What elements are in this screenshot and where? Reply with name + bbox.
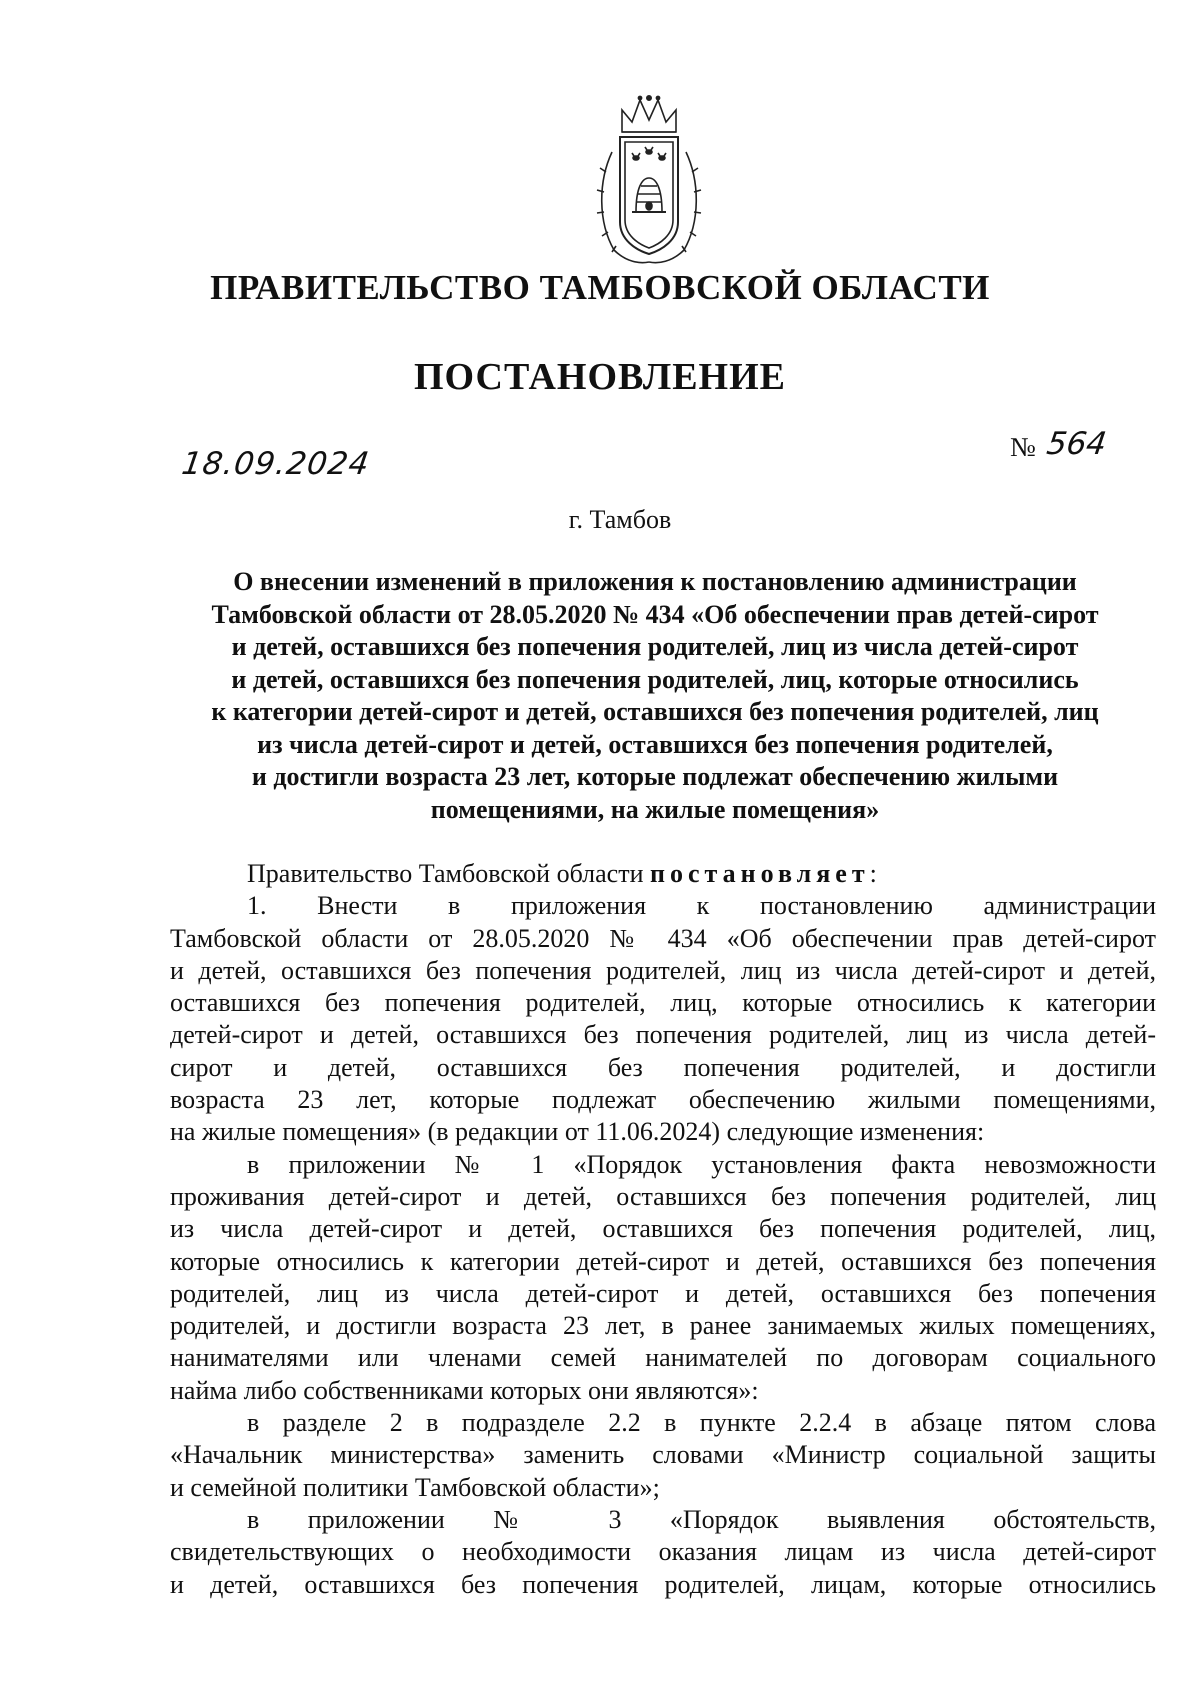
document-subject (160, 566, 1150, 826)
handwritten-document-number: 564 (1044, 426, 1109, 462)
subject-line: к категории детей-сирот и детей, оставшихся без попечения родителей, лиц (211, 697, 1099, 726)
city-name: г. Тамбов (568, 505, 672, 534)
body-line: родителей, лиц из числа детей-сирот и детей, оставшихся без попечения (170, 1278, 1156, 1308)
body-line: родителей, и достигли возраста 23 лет, в ранее занимаемых жилых помещениях, (170, 1311, 1156, 1341)
body-line: нанимателями или членами семей нанимателей по договорам социального (170, 1343, 1156, 1373)
body-line: и детей, оставшихся без попечения родителей, лицам, которые относились (170, 1569, 1156, 1599)
intro-suffix: : (869, 859, 877, 888)
coat-of-arms-emblem (592, 92, 707, 267)
body-line: которые относились к категории детей-сирот и детей, оставшихся без попечения (170, 1246, 1156, 1276)
subject-line: и детей, оставшихся без попечения родителей, лиц, которые относились (231, 664, 1079, 694)
body-line: оставшихся без попечения родителей, лиц, которые относились к категории (170, 988, 1156, 1018)
body-line: возраста 23 лет, которые подлежат обеспечению жилыми помещениями, (170, 1085, 1156, 1115)
body-line: на жилые помещения» (в редакции от 11.06.2024) следующие изменения: (170, 1117, 985, 1147)
body-line: Тамбовской области от 28.05.2020 № 434 «Об обеспечении прав детей-сирот (170, 923, 1156, 953)
body-line: свидетельствующих о необходимости оказания лицам из числа детей-сирот (170, 1537, 1156, 1567)
body-line: «Начальник министерства» заменить словами «Министр социальной защиты (170, 1440, 1156, 1470)
resolution-intro (170, 858, 1156, 890)
paragraph-2 (170, 1149, 1156, 1407)
handwritten-date: 18.09.2024 (179, 446, 373, 482)
subject-line: Тамбовской области от 28.05.2020 № 434 «Об обеспечении прав детей-сирот (211, 599, 1099, 629)
body-line: проживания детей-сирот и детей, оставшихся без попечения родителей, лиц (170, 1181, 1156, 1211)
body-line: в приложении № 1 «Порядок установления факта невозможности (247, 1149, 1156, 1179)
body-line: найма либо собственниками которых они являются»: (170, 1375, 759, 1405)
subject-line: из числа детей-сирот и детей, оставшихся без попечения родителей, (257, 729, 1053, 759)
subject-line: О внесении изменений в приложения к постановлению администрации (233, 567, 1077, 596)
paragraph-4 (170, 1504, 1156, 1601)
body-line: из числа детей-сирот и детей, оставшихся без попечения родителей, лиц, (170, 1214, 1156, 1244)
intro-prefix: Правительство Тамбовской области (247, 859, 650, 888)
body-line: и детей, оставшихся без попечения родителей, лиц из числа детей-сирот и детей, (170, 955, 1156, 985)
subject-line: помещениями, на жилые помещения» (430, 794, 880, 824)
paragraph-1 (170, 890, 1156, 1148)
document-type: ПОСТАНОВЛЕНИЕ (413, 356, 787, 398)
body-line: сирот и детей, оставшихся без попечения родителей, и достигли (170, 1052, 1156, 1082)
organization-title: ПРАВИТЕЛЬСТВО ТАМБОВСКОЙ ОБЛАСТИ (210, 268, 990, 307)
subject-line: и детей, оставшихся без попечения родителей, лиц из числа детей-сирот (231, 632, 1079, 661)
body-line: в разделе 2 в подразделе 2.2 в пункте 2.2.4 в абзаце пятом слова (247, 1408, 1156, 1438)
paragraph-3 (170, 1407, 1156, 1504)
body-line: детей-сирот и детей, оставшихся без попечения родителей, лиц из числа детей- (170, 1020, 1156, 1050)
intro-resolves-word: постановляет (650, 859, 870, 888)
document-body (170, 858, 1156, 1601)
subject-line: и достигли возраста 23 лет, которые подлежат обеспечению жилыми (251, 762, 1059, 791)
body-line: в приложении № 3 «Порядок выявления обстоятельств, (247, 1504, 1156, 1534)
body-line: 1. Внести в приложения к постановлению администрации (247, 891, 1156, 921)
body-line: и семейной политики Тамбовской области»; (170, 1472, 660, 1502)
number-label: № (1010, 432, 1036, 462)
